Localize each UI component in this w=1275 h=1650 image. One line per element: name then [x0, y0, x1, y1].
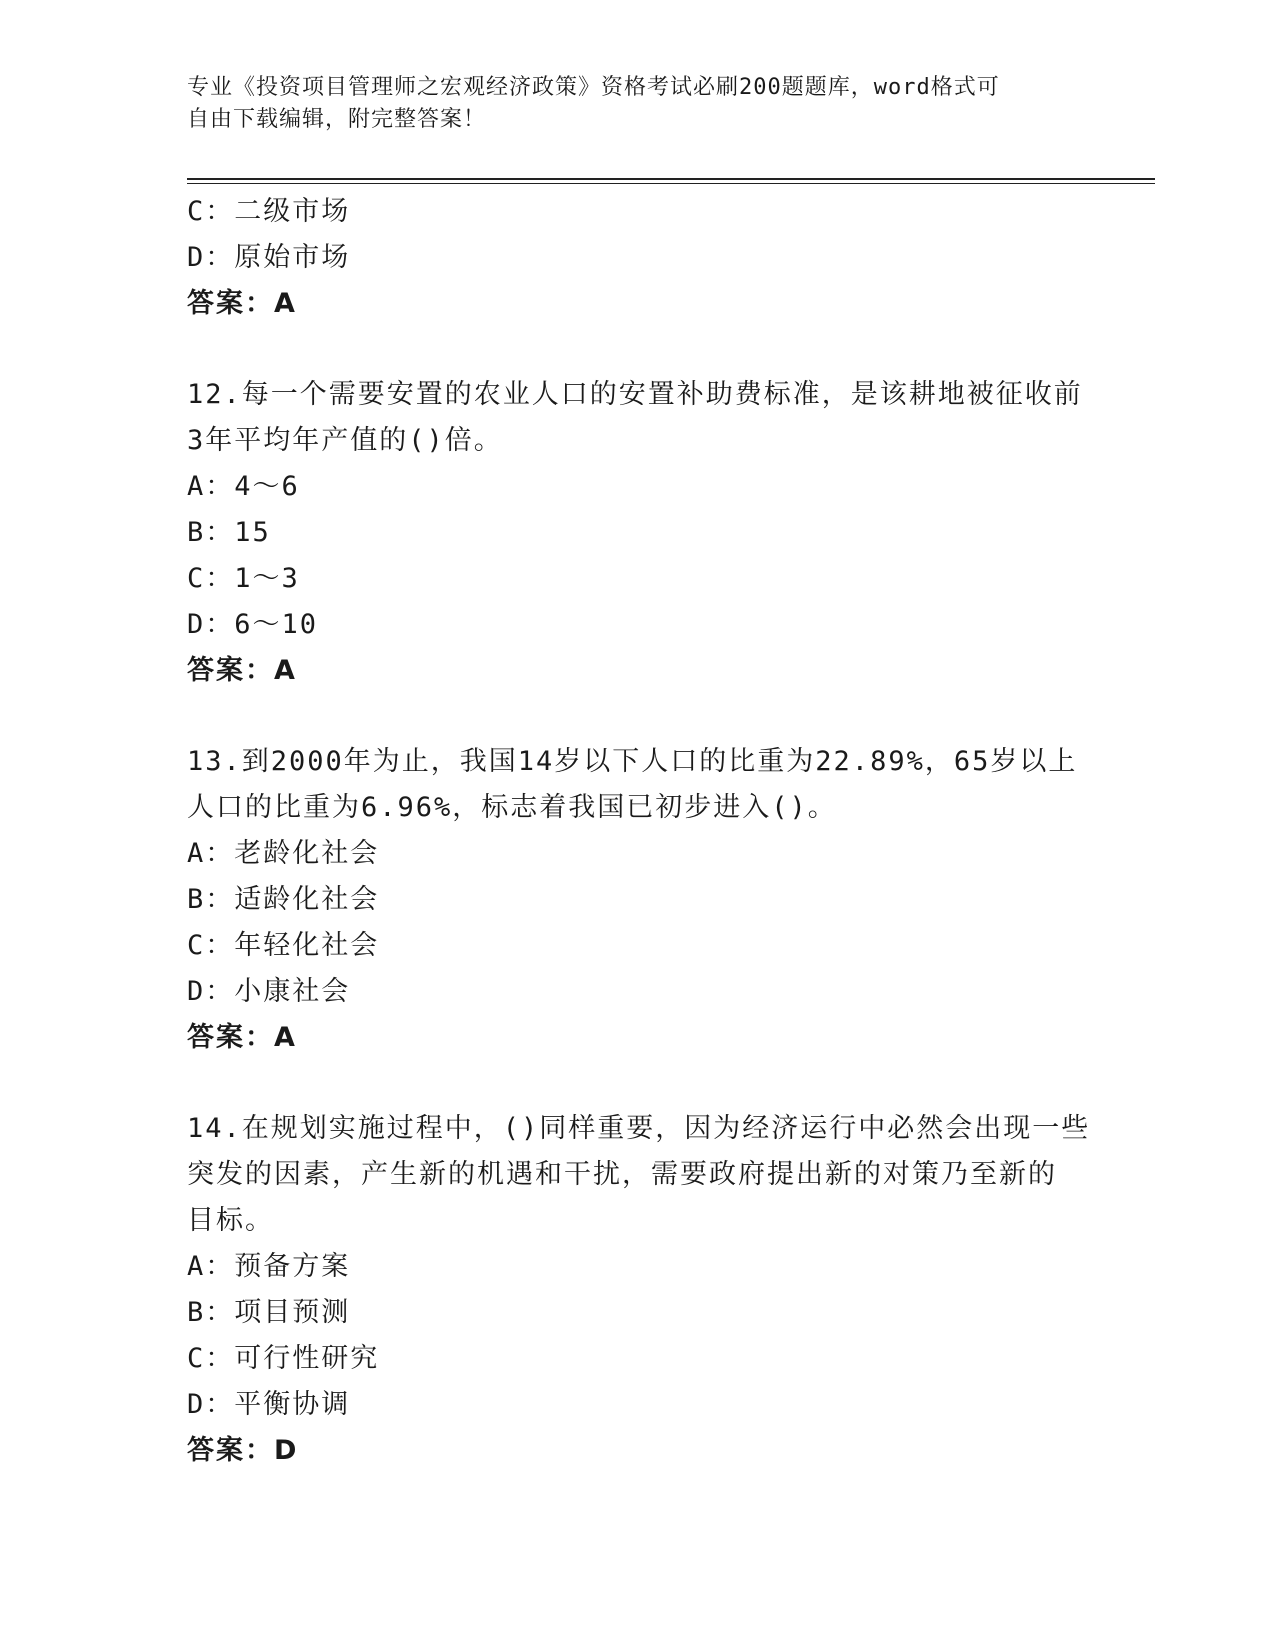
page-header: [187, 72, 1087, 136]
option-c: C：1～3: [187, 563, 300, 594]
option-a: A：4～6: [187, 471, 300, 502]
question-14: [187, 1106, 1091, 1474]
option-d: D：原始市场: [187, 242, 351, 273]
header-line-2: 自由下载编辑，附完整答案！: [187, 107, 487, 132]
question-text-line: 突发的因素，产生新的机遇和干扰，需要政府提出新的对策乃至新的: [187, 1159, 1057, 1190]
spacer: [187, 327, 1087, 372]
question-list: [187, 189, 1091, 1474]
question-text-line: 12.每一个需要安置的农业人口的安置补助费标准，是该耕地被征收前: [187, 379, 1083, 410]
option-c: C：二级市场: [187, 196, 351, 227]
option-b: B：15: [187, 517, 271, 548]
option-d: D：小康社会: [187, 976, 351, 1007]
header-line-1: 专业《投资项目管理师之宏观经济政策》资格考试必刷200题题库，word格式可: [187, 75, 1000, 100]
option-d: D：平衡协调: [187, 1389, 351, 1420]
option-a: A：老龄化社会: [187, 838, 380, 869]
answer-line: 答案：A: [187, 288, 297, 319]
question-text-line: 3年平均年产值的()倍。: [187, 425, 503, 456]
option-c: C：年轻化社会: [187, 930, 380, 961]
question-text-line: 13.到2000年为止，我国14岁以下人口的比重为22.89%，65岁以上: [187, 746, 1078, 777]
question-text-line: 人口的比重为6.96%，标志着我国已初步进入()。: [187, 792, 837, 823]
option-d: D：6～10: [187, 609, 319, 640]
option-b: B：项目预测: [187, 1297, 351, 1328]
answer-line: 答案：D: [187, 1435, 299, 1466]
question-text-line: 目标。: [187, 1205, 274, 1236]
spacer: [187, 1061, 1087, 1106]
answer-line: 答案：A: [187, 655, 297, 686]
option-c: C：可行性研究: [187, 1343, 380, 1374]
option-b: B：适龄化社会: [187, 884, 380, 915]
option-a: A：预备方案: [187, 1251, 351, 1282]
question-11-continued: [187, 189, 1087, 327]
question-12: [187, 372, 1087, 694]
spacer: [187, 694, 1087, 739]
question-13: [187, 739, 1087, 1061]
answer-line: 答案：A: [187, 1022, 297, 1053]
question-text-line: 14.在规划实施过程中，()同样重要，因为经济运行中必然会出现一些: [187, 1113, 1091, 1144]
header-divider-thick: [187, 178, 1155, 180]
header-divider-thin: [187, 183, 1155, 184]
